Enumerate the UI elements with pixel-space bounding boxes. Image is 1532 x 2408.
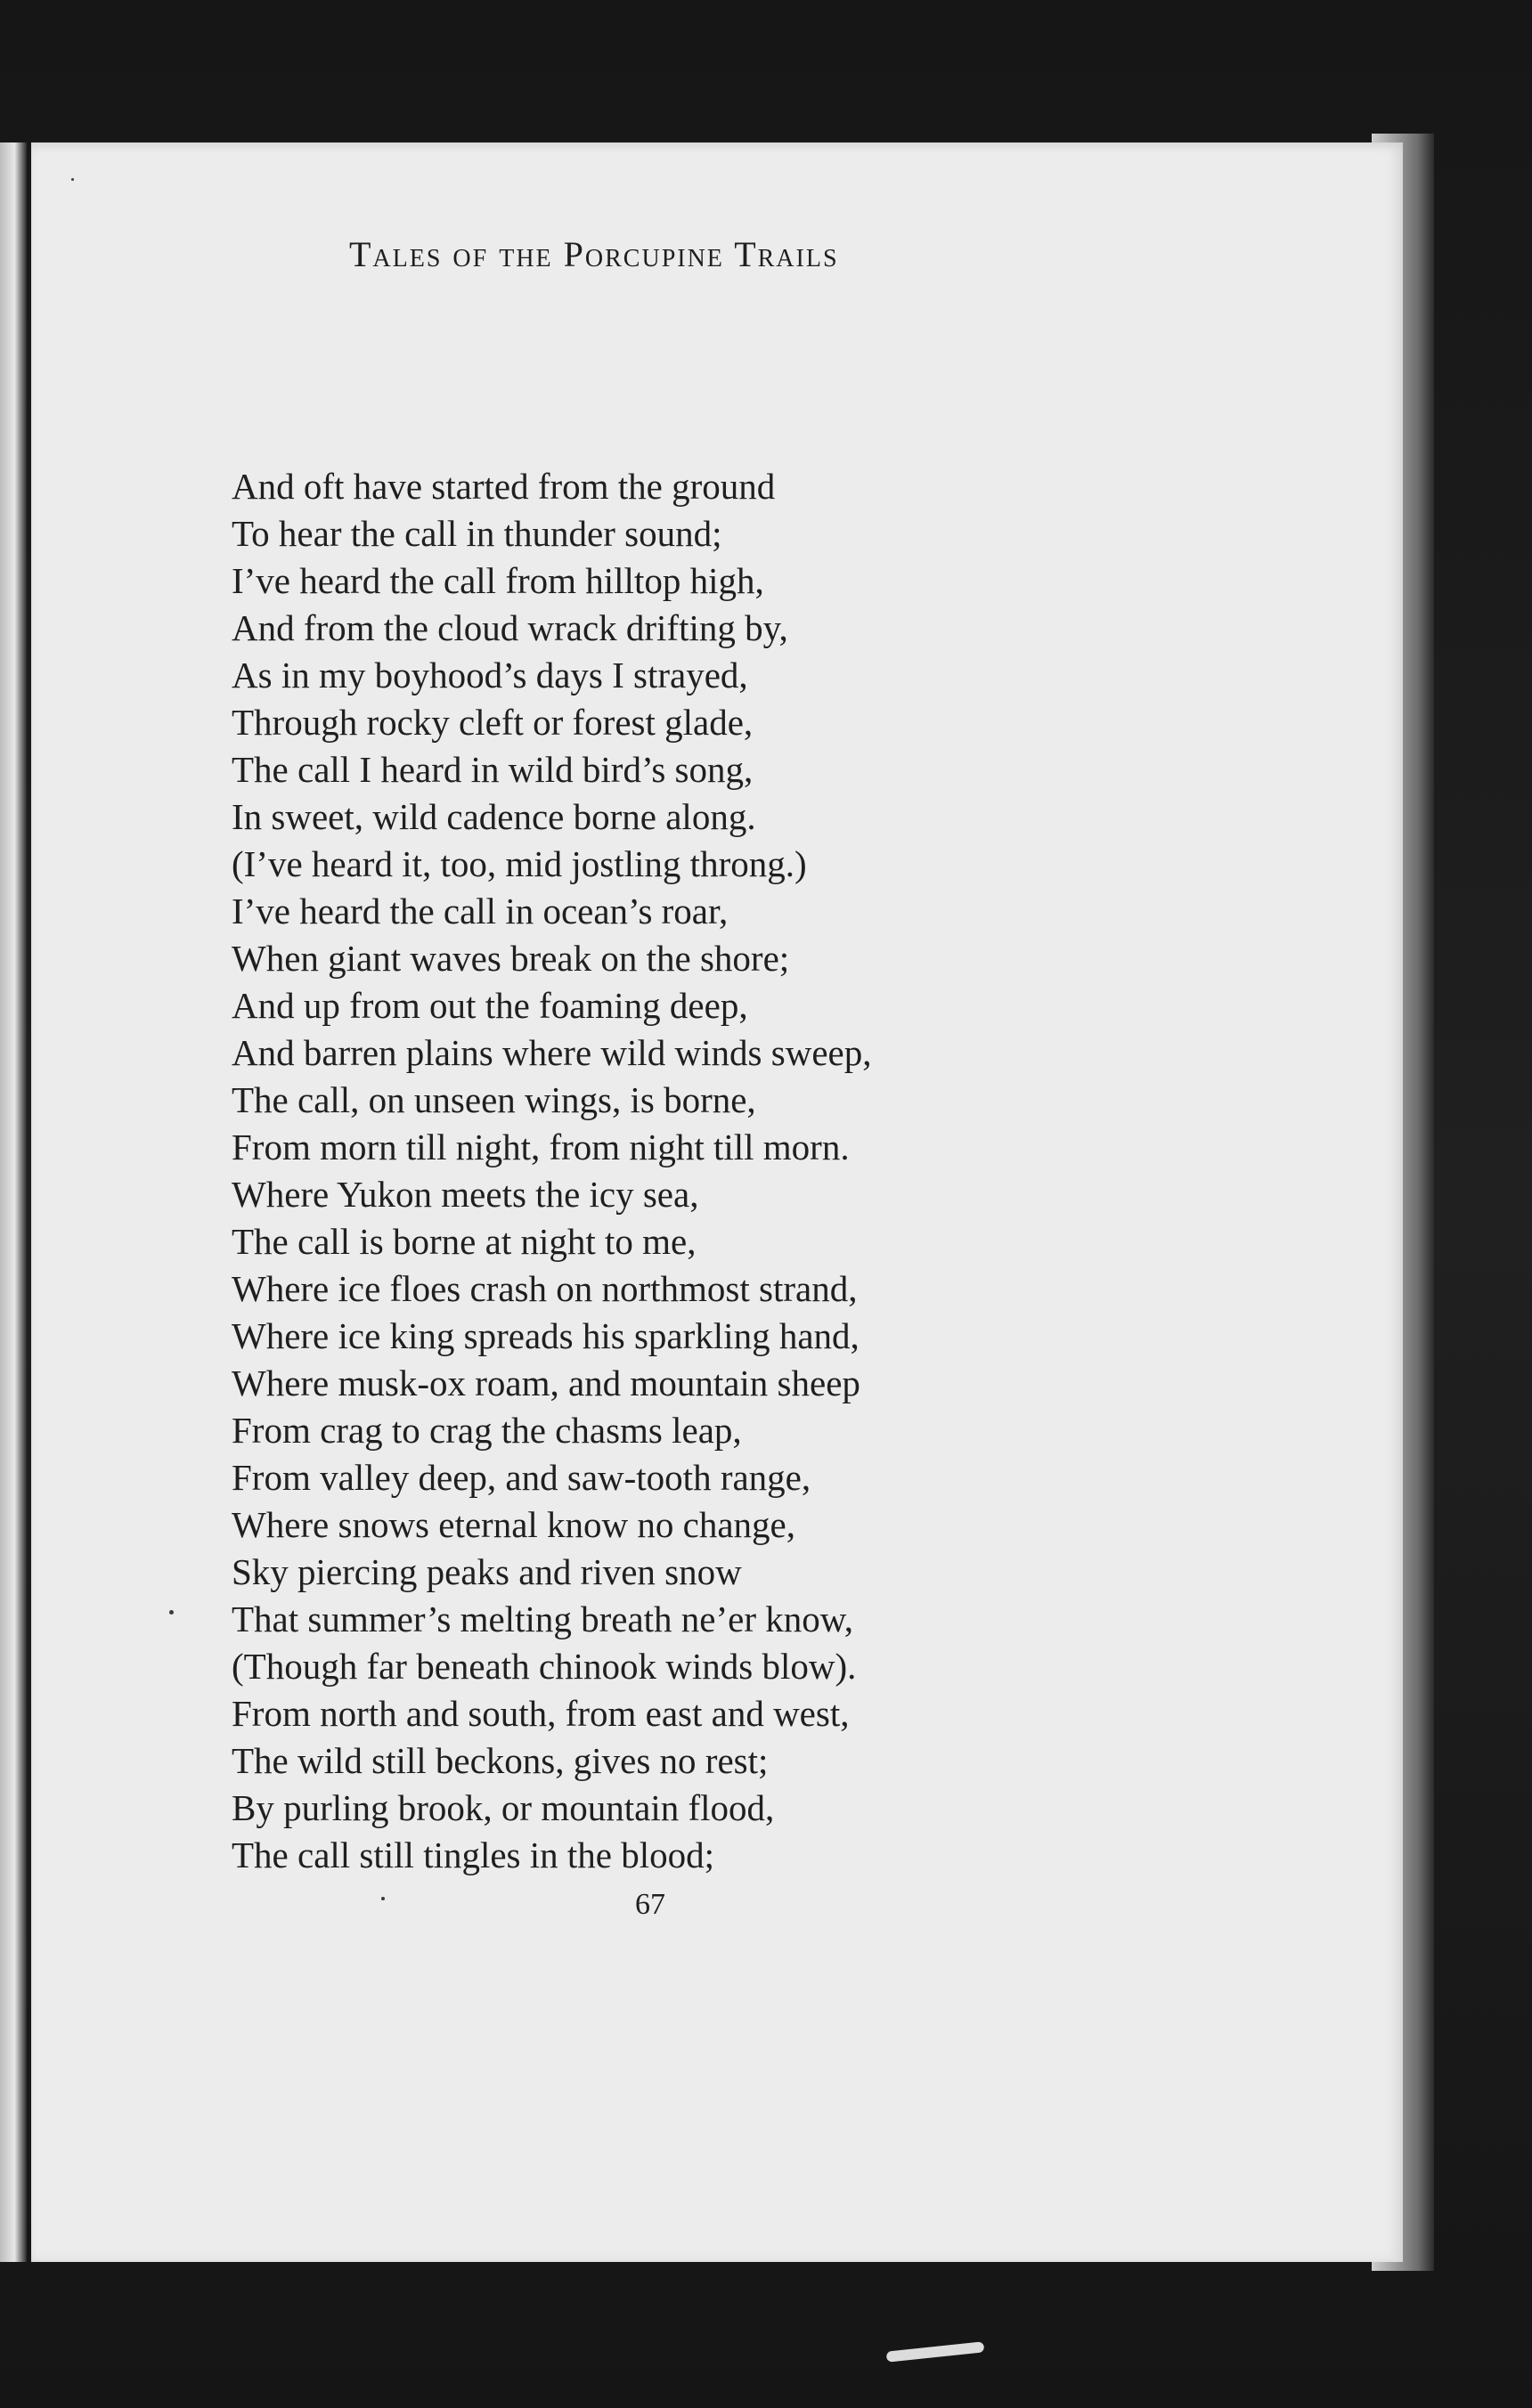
verse-line: The wild still beckons, gives no rest; <box>232 1740 769 1781</box>
verse-line: From crag to crag the chasms leap, <box>232 1410 742 1451</box>
verse-line: From north and south, from east and west, <box>232 1693 850 1734</box>
verse-line: (Though far beneath chinook winds blow). <box>232 1646 857 1687</box>
page-number: 67 <box>635 1888 665 1921</box>
verse-line: And up from out the foaming deep, <box>232 985 748 1026</box>
verse-line: (I’ve heard it, too, mid jostling throng.) <box>232 843 807 884</box>
verse-line: When giant waves break on the shore; <box>232 938 790 979</box>
verse-line: Where musk-ox roam, and mountain sheep <box>232 1363 860 1403</box>
verse-line: I’ve heard the call from hilltop high, <box>232 560 764 601</box>
verse-line: From valley deep, and saw-tooth range, <box>232 1457 811 1498</box>
verse-line: I’ve heard the call in ocean’s roar, <box>232 891 729 931</box>
verse-line: Sky piercing peaks and riven snow <box>232 1551 742 1592</box>
verse-line: Through rocky cleft or forest glade, <box>232 702 754 743</box>
verse-line: And from the cloud wrack drifting by, <box>232 607 788 648</box>
running-head: Tales of the Porcupine Trails <box>349 234 839 274</box>
verse-line: To hear the call in thunder sound; <box>232 513 722 554</box>
verse-line: That summer’s melting breath ne’er know, <box>232 1599 853 1639</box>
verse-line: From morn till night, from night till morn. <box>232 1127 850 1167</box>
verse-line: The call, on unseen wings, is borne, <box>232 1079 756 1120</box>
verse-line: In sweet, wild cadence borne along. <box>232 796 756 837</box>
verse-line: Where Yukon meets the icy sea, <box>232 1174 699 1215</box>
ink-speck <box>169 1610 174 1615</box>
verse-line: The call I heard in wild bird’s song, <box>232 749 754 790</box>
verse-line: The call still tingles in the blood; <box>232 1834 715 1875</box>
verse-line: The call is borne at night to me, <box>232 1221 697 1262</box>
verse-line: And oft have started from the ground <box>232 466 776 507</box>
poem-text <box>232 463 1015 1879</box>
verse-line: As in my boyhood’s days I strayed, <box>232 655 748 696</box>
ink-speck <box>381 1897 385 1900</box>
verse-line: By purling brook, or mountain flood, <box>232 1787 775 1828</box>
facing-page-edge <box>0 142 27 2262</box>
verse-line: And barren plains where wild winds sweep, <box>232 1032 872 1073</box>
ink-speck <box>71 178 74 181</box>
verse-line: Where snows eternal know no change, <box>232 1504 795 1545</box>
verse-line: Where ice floes crash on northmost strand, <box>232 1268 858 1309</box>
verse-line: Where ice king spreads his sparkling hand, <box>232 1315 860 1356</box>
